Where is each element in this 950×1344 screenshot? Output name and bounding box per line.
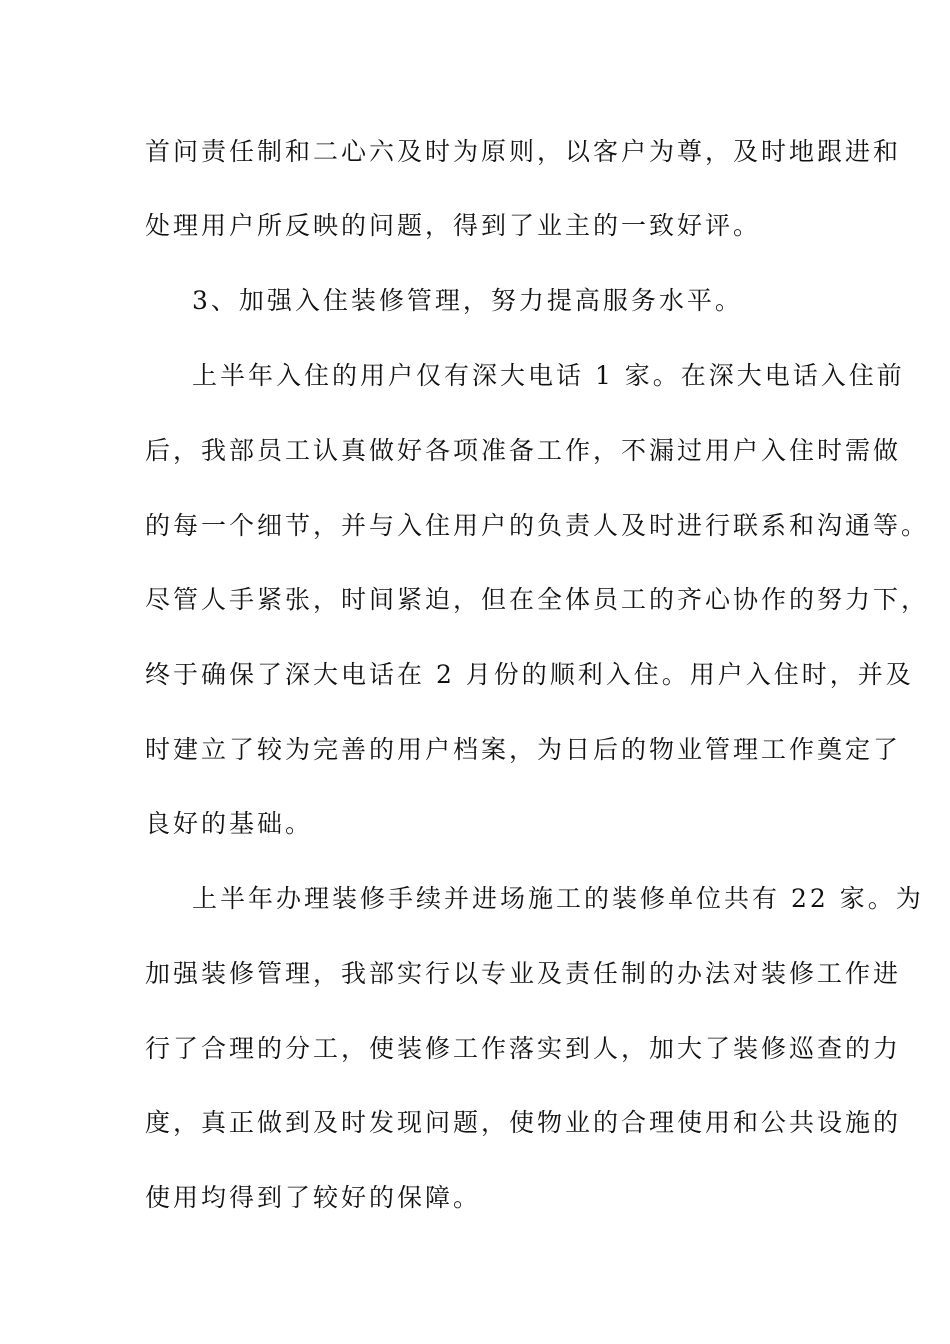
text-line: 后，我部员工认真做好各项准备工作，不漏过用户入住时需做 bbox=[145, 436, 902, 465]
text-line: 上半年入住的用户仅有深大电话 1 家。在深大电话入住前 bbox=[192, 361, 905, 390]
text-line: 终于确保了深大电话在 2 月份的顺利入住。用户入住时，并及 bbox=[145, 660, 914, 689]
text-line: 良好的基础。 bbox=[145, 809, 314, 838]
text-line: 首问责任制和二心六及时为原则，以客户为尊，及时地跟进和 bbox=[145, 137, 902, 166]
text-line: 行了合理的分工，使装修工作落实到人，加大了装修巡查的力 bbox=[145, 1034, 902, 1063]
section-heading: 3、加强入住装修管理，努力提高服务水平。 bbox=[192, 286, 743, 315]
text-line: 尽管人手紧张，时间紧迫，但在全体员工的齐心协作的努力下， bbox=[145, 585, 930, 614]
text-line: 上半年办理装修手续并进场施工的装修单位共有 22 家。为 bbox=[192, 884, 924, 913]
text-line: 的每一个细节，并与入住用户的负责人及时进行联系和沟通等。 bbox=[145, 511, 930, 540]
text-line: 使用均得到了较好的保障。 bbox=[145, 1183, 482, 1212]
text-line: 处理用户所反映的问题，得到了业主的一致好评。 bbox=[145, 211, 762, 240]
text-line: 时建立了较为完善的用户档案，为日后的物业管理工作奠定了 bbox=[145, 735, 902, 764]
text-line: 度，真正做到及时发现问题，使物业的合理使用和公共设施的 bbox=[145, 1108, 902, 1137]
text-line: 加强装修管理，我部实行以专业及责任制的办法对装修工作进 bbox=[145, 959, 902, 988]
